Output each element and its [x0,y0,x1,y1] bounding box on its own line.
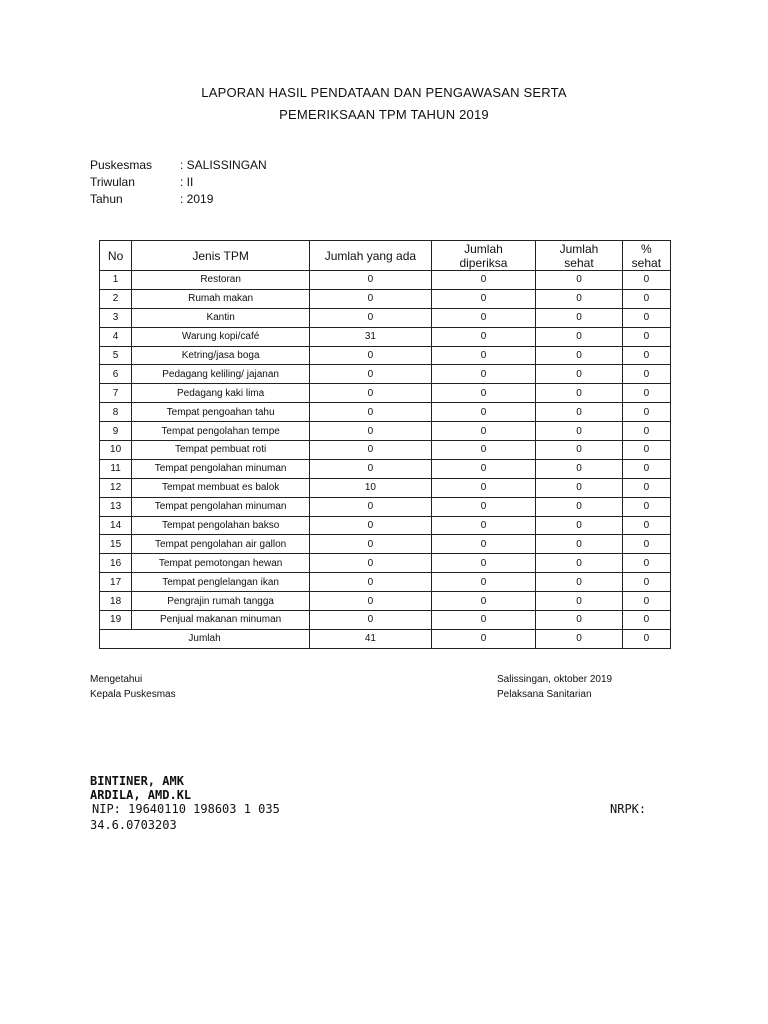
meta-triwulan [90,175,193,189]
report-title-line-1: LAPORAN HASIL PENDATAAN DAN PENGAWASAN SERTA [201,85,567,100]
table-total-row [100,629,671,648]
cell-diperiksa: 0 [431,592,536,611]
cell-ada: 0 [310,554,432,573]
table-row [100,327,671,346]
cell-no: 18 [100,592,132,611]
table-row [100,497,671,516]
cell-jenis: Penjual makanan minuman [132,611,310,630]
cell-pct: 0 [622,271,670,290]
cell-ada: 0 [310,441,432,460]
cell-pct: 0 [622,497,670,516]
cell-diperiksa: 0 [431,554,536,573]
header-text: Jumlah [559,241,599,256]
table-row [100,459,671,478]
cell-no: 2 [100,289,132,308]
total-diperiksa: 0 [431,629,536,648]
report-title-line-2: PEMERIKSAAN TPM TAHUN 2019 [279,107,489,122]
meta-value: : SALISSINGAN [180,158,267,172]
nip-line: NIP: 19640110 198603 1 035 [92,802,280,816]
meta-puskesmas [90,158,267,172]
cell-sehat: 0 [536,478,622,497]
cell-pct: 0 [622,384,670,403]
cell-ada: 0 [310,459,432,478]
cell-jenis: Pedagang kaki lima [132,384,310,403]
table-row [100,535,671,554]
cell-jenis: Tempat pengolahan bakso [132,516,310,535]
cell-sehat: 0 [536,516,622,535]
table-row [100,308,671,327]
cell-jenis: Tempat pengolahan tempe [132,422,310,441]
cell-ada: 0 [310,403,432,422]
cell-jenis: Tempat membuat es balok [132,478,310,497]
cell-pct: 0 [622,573,670,592]
cell-no: 9 [100,422,132,441]
cell-sehat: 0 [536,535,622,554]
cell-no: 10 [100,441,132,460]
cell-ada: 0 [310,365,432,384]
cell-no: 5 [100,346,132,365]
cell-sehat: 0 [536,459,622,478]
table-row [100,441,671,460]
header-jenis: Jenis TPM [132,241,310,271]
meta-label: Tahun [90,192,123,206]
meta-tahun [90,192,213,206]
cell-ada: 0 [310,573,432,592]
cell-diperiksa: 0 [431,573,536,592]
cell-pct: 0 [622,459,670,478]
meta-value: : II [180,175,194,189]
cell-pct: 0 [622,327,670,346]
cell-ada: 0 [310,289,432,308]
cell-diperiksa: 0 [431,403,536,422]
cell-diperiksa: 0 [431,365,536,384]
cell-no: 19 [100,611,132,630]
cell-sehat: 0 [536,611,622,630]
table-row [100,384,671,403]
cell-diperiksa: 0 [431,289,536,308]
cell-diperiksa: 0 [431,271,536,290]
cell-pct: 0 [622,422,670,441]
cell-ada: 0 [310,384,432,403]
cell-sehat: 0 [536,403,622,422]
cell-ada: 0 [310,308,432,327]
cell-diperiksa: 0 [431,611,536,630]
table-row [100,592,671,611]
cell-pct: 0 [622,535,670,554]
cell-diperiksa: 0 [431,441,536,460]
cell-ada: 0 [310,611,432,630]
cell-ada: 0 [310,271,432,290]
cell-jenis: Tempat pemotongan hewan [132,554,310,573]
cell-no: 4 [100,327,132,346]
table-row [100,403,671,422]
cell-jenis: Tempat pembuat roti [132,441,310,460]
cell-sehat: 0 [536,573,622,592]
table-header-row [100,241,671,271]
cell-diperiksa: 0 [431,422,536,441]
total-ada: 41 [310,629,432,648]
table-row [100,346,671,365]
cell-ada: 0 [310,497,432,516]
cell-no: 6 [100,365,132,384]
header-text: diperiksa [459,255,508,270]
tpm-table [99,240,671,649]
header-text: % [641,241,652,256]
header-persen-sehat [622,241,670,271]
cell-ada: 10 [310,478,432,497]
cell-no: 14 [100,516,132,535]
cell-sehat: 0 [536,308,622,327]
header-jumlah-diperiksa [431,241,536,271]
cell-pct: 0 [622,611,670,630]
cell-ada: 0 [310,535,432,554]
cell-ada: 0 [310,422,432,441]
signature-left-line-1: Mengetahui [90,674,143,685]
table-row [100,516,671,535]
signature-right-line-1: Salissingan, oktober 2019 [497,674,613,685]
signature-right-line-2: Pelaksana Sanitarian [497,689,592,700]
cell-sehat: 0 [536,384,622,403]
cell-sehat: 0 [536,327,622,346]
cell-pct: 0 [622,365,670,384]
cell-jenis: Ketring/jasa boga [132,346,310,365]
cell-diperiksa: 0 [431,459,536,478]
cell-pct: 0 [622,592,670,611]
cell-ada: 0 [310,516,432,535]
cell-sehat: 0 [536,592,622,611]
header-text: Jumlah [464,241,503,256]
cell-pct: 0 [622,403,670,422]
total-label: Jumlah [100,629,310,648]
cell-sehat: 0 [536,346,622,365]
table-row [100,289,671,308]
nrpk-value: 34.6.0703203 [90,818,177,832]
header-jumlah-ada: Jumlah yang ada [310,241,432,271]
cell-jenis: Restoran [132,271,310,290]
cell-diperiksa: 0 [431,516,536,535]
header-text: sehat [564,255,594,270]
cell-jenis: Tempat penglelangan ikan [132,573,310,592]
cell-pct: 0 [622,441,670,460]
cell-ada: 31 [310,327,432,346]
header-jumlah-sehat [536,241,622,271]
cell-sehat: 0 [536,271,622,290]
table-row [100,365,671,384]
nrpk-label: NRPK: [610,802,647,816]
table-body [100,271,671,649]
cell-diperiksa: 0 [431,535,536,554]
cell-sehat: 0 [536,365,622,384]
table-row [100,271,671,290]
cell-sehat: 0 [536,422,622,441]
table-row [100,478,671,497]
cell-sehat: 0 [536,441,622,460]
table-row [100,422,671,441]
cell-pct: 0 [622,516,670,535]
cell-no: 11 [100,459,132,478]
signatory-name-1: BINTINER, AMK [90,774,184,788]
cell-sehat: 0 [536,554,622,573]
cell-sehat: 0 [536,497,622,516]
cell-pct: 0 [622,346,670,365]
cell-diperiksa: 0 [431,478,536,497]
cell-jenis: Tempat pengoahan tahu [132,403,310,422]
cell-jenis: Tempat pengolahan minuman [132,459,310,478]
cell-diperiksa: 0 [431,346,536,365]
cell-no: 15 [100,535,132,554]
cell-no: 13 [100,497,132,516]
cell-no: 8 [100,403,132,422]
cell-jenis: Rumah makan [132,289,310,308]
cell-no: 12 [100,478,132,497]
cell-diperiksa: 0 [431,327,536,346]
total-pct: 0 [622,629,670,648]
cell-sehat: 0 [536,289,622,308]
cell-pct: 0 [622,554,670,573]
cell-ada: 0 [310,592,432,611]
cell-no: 1 [100,271,132,290]
cell-no: 7 [100,384,132,403]
cell-ada: 0 [310,346,432,365]
cell-no: 17 [100,573,132,592]
cell-jenis: Pengrajin rumah tangga [132,592,310,611]
cell-pct: 0 [622,289,670,308]
header-text: sehat [631,255,662,270]
table-row [100,573,671,592]
cell-jenis: Pedagang keliling/ jajanan [132,365,310,384]
cell-diperiksa: 0 [431,308,536,327]
cell-jenis: Kantin [132,308,310,327]
header-no: No [100,241,132,271]
meta-value: : 2019 [180,192,214,206]
signature-left-line-2: Kepala Puskesmas [90,689,176,700]
cell-pct: 0 [622,478,670,497]
cell-no: 3 [100,308,132,327]
cell-jenis: Warung kopi/café [132,327,310,346]
table-row [100,611,671,630]
cell-jenis: Tempat pengolahan air gallon [132,535,310,554]
cell-diperiksa: 0 [431,384,536,403]
meta-label: Triwulan [90,175,135,189]
meta-label: Puskesmas [90,158,153,172]
cell-jenis: Tempat pengolahan minuman [132,497,310,516]
cell-pct: 0 [622,308,670,327]
signatory-name-2: ARDILA, AMD.KL [90,788,192,802]
total-sehat: 0 [536,629,622,648]
cell-no: 16 [100,554,132,573]
cell-diperiksa: 0 [431,497,536,516]
table-row [100,554,671,573]
